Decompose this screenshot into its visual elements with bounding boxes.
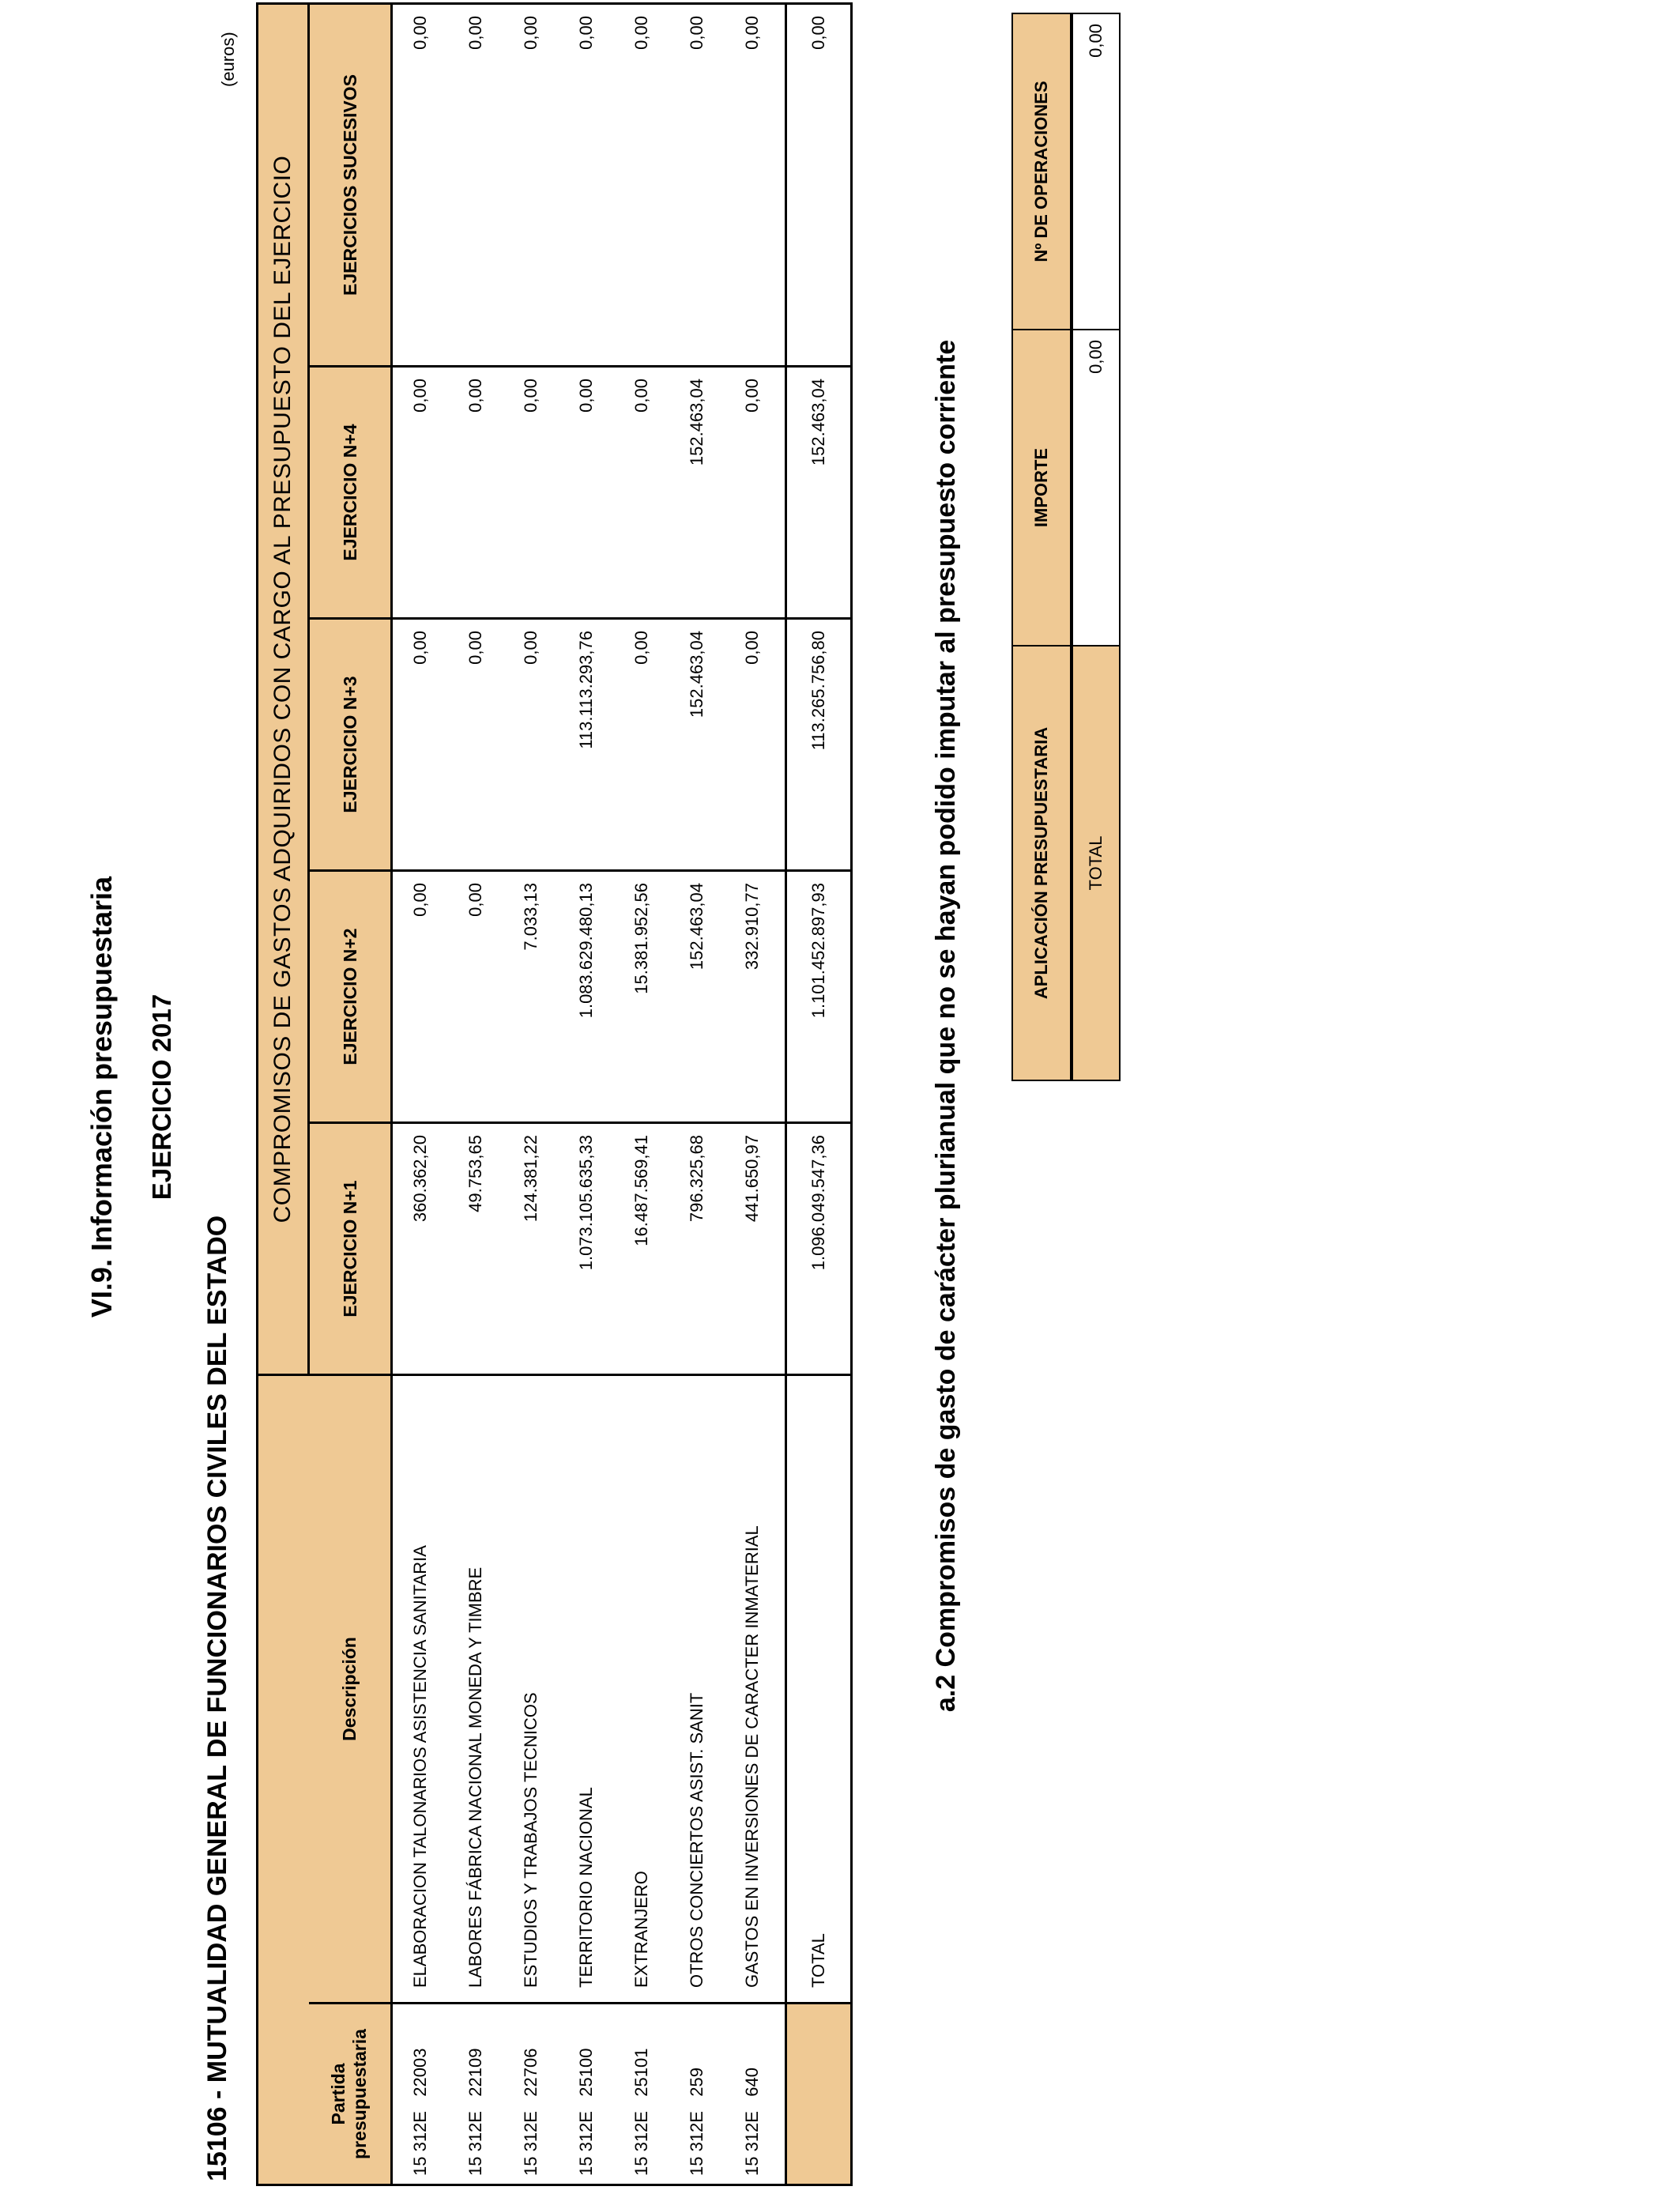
cell-descripcion: TERRITORIO NACIONAL — [559, 1375, 614, 2004]
cell-partida: 15 312E 640 — [725, 2004, 786, 2185]
cell-sucesivos: 0,00 — [669, 4, 725, 367]
cell-n1: 49.753,65 — [448, 1123, 503, 1375]
total-n3: 113.265.756,80 — [786, 619, 852, 871]
col-header-n3: EJERCICIO N+3 — [309, 619, 392, 871]
cell-descripcion: EXTRANJERO — [614, 1375, 669, 2004]
cell-sucesivos: 0,00 — [725, 4, 786, 367]
cell-n4: 0,00 — [725, 367, 786, 619]
cell-partida: 15 312E 22706 — [503, 2004, 559, 2185]
cell-n3: 152.463,04 — [669, 619, 725, 871]
table-row — [614, 4, 669, 2185]
cell-n4: 0,00 — [392, 367, 449, 619]
cell-sucesivos: 0,00 — [614, 4, 669, 367]
entity-heading: 15106 - MUTUALIDAD GENERAL DE FUNCIONARIOS CIVILES DEL ESTADO — [202, 1215, 232, 2181]
cell-n1: 124.381,22 — [503, 1123, 559, 1375]
total-n4: 152.463,04 — [786, 367, 852, 619]
table-row — [559, 4, 614, 2185]
cell-n2: 0,00 — [392, 871, 449, 1123]
cell-n4: 0,00 — [448, 367, 503, 619]
cell-n3: 0,00 — [448, 619, 503, 871]
cell-n4: 152.463,04 — [669, 367, 725, 619]
cell-n2: 332.910,77 — [725, 871, 786, 1123]
a2-total-importe: 0,00 — [1072, 330, 1120, 646]
commitments-table — [256, 2, 853, 2186]
cell-sucesivos: 0,00 — [392, 4, 449, 367]
cell-n2: 1.083.629.480,13 — [559, 871, 614, 1123]
cell-n4: 0,00 — [559, 367, 614, 619]
col-header-descripcion: Descripción — [309, 1375, 392, 2004]
cell-partida: 15 312E 25101 — [614, 2004, 669, 2185]
cell-n2: 7.033,13 — [503, 871, 559, 1123]
section-a2-title: a.2 Compromisos de gasto de carácter plurianual que no se hayan podido imputar al presupuesto corriente — [931, 339, 961, 1713]
cell-n4: 0,00 — [614, 367, 669, 619]
total-label: TOTAL — [786, 1375, 852, 2004]
col-header-n4: EJERCICIO N+4 — [309, 367, 392, 619]
col-header-sucesivos: EJERCICIOS SUCESIVOS — [309, 4, 392, 367]
table-row — [392, 4, 449, 2185]
cell-descripcion: OTROS CONCIERTOS ASIST. SANIT — [669, 1375, 725, 2004]
cell-partida: 15 312E 22109 — [448, 2004, 503, 2185]
cell-n1: 360.362,20 — [392, 1123, 449, 1375]
cell-n1: 1.073.105.635,33 — [559, 1123, 614, 1375]
a2-total-operaciones: 0,00 — [1072, 13, 1120, 330]
cell-partida: 15 312E 259 — [669, 2004, 725, 2185]
a2-col-operaciones: Nº DE OPERACIONES — [1012, 13, 1072, 330]
cell-n4: 0,00 — [503, 367, 559, 619]
cell-descripcion: ESTUDIOS Y TRABAJOS TECNICOS — [503, 1375, 559, 2004]
cell-partida: 15 312E 25100 — [559, 2004, 614, 2185]
page-subtitle: EJERCICIO 2017 — [147, 993, 176, 1201]
a2-col-aplicacion: APLICACIÓN PRESUPUESTARIA — [1012, 646, 1072, 1080]
a2-total-row — [1072, 13, 1120, 1080]
col-header-n2: EJERCICIO N+2 — [309, 871, 392, 1123]
cell-n3: 0,00 — [725, 619, 786, 871]
cell-n2: 15.381.952,56 — [614, 871, 669, 1123]
cell-n3: 0,00 — [503, 619, 559, 871]
total-n2: 1.101.452.897,93 — [786, 871, 852, 1123]
a2-table — [1011, 13, 1121, 1081]
cell-sucesivos: 0,00 — [503, 4, 559, 367]
total-sucesivos: 0,00 — [786, 4, 852, 367]
a2-total-label: TOTAL — [1072, 646, 1120, 1080]
table-row — [503, 4, 559, 2185]
cell-descripcion: LABORES FÁBRICA NACIONAL MONEDA Y TIMBRE — [448, 1375, 503, 2004]
group-header: COMPROMISOS DE GASTOS ADQUIRIDOS CON CARGO AL PRESUPUESTO DEL EJERCICIO — [258, 4, 309, 1375]
cell-sucesivos: 0,00 — [559, 4, 614, 367]
a2-col-importe: IMPORTE — [1012, 330, 1072, 646]
col-header-partida: Partida presupuestaria — [309, 2004, 392, 2185]
table-row — [448, 4, 503, 2185]
total-row — [786, 4, 852, 2185]
cell-descripcion: ELABORACION TALONARIOS ASISTENCIA SANITARIA — [392, 1375, 449, 2004]
cell-n2: 152.463,04 — [669, 871, 725, 1123]
cell-descripcion: GASTOS EN INVERSIONES DE CARACTER INMATERIAL — [725, 1375, 786, 2004]
table-row — [725, 4, 786, 2185]
col-header-n1: EJERCICIO N+1 — [309, 1123, 392, 1375]
cell-n3: 0,00 — [392, 619, 449, 871]
cell-n3: 113.113.293,76 — [559, 619, 614, 871]
cell-partida: 15 312E 22003 — [392, 2004, 449, 2185]
cell-n1: 16.487.569,41 — [614, 1123, 669, 1375]
header-blank — [258, 1375, 309, 2185]
cell-n3: 0,00 — [614, 619, 669, 871]
total-blank-cell — [786, 2004, 852, 2185]
cell-sucesivos: 0,00 — [448, 4, 503, 367]
page-title: VI.9. Información presupuestaria — [85, 876, 118, 1318]
units-label: (euros) — [218, 32, 238, 87]
cell-n1: 441.650,97 — [725, 1123, 786, 1375]
cell-n2: 0,00 — [448, 871, 503, 1123]
cell-n1: 796.325,68 — [669, 1123, 725, 1375]
table-row — [669, 4, 725, 2185]
total-n1: 1.096.049.547,36 — [786, 1123, 852, 1375]
